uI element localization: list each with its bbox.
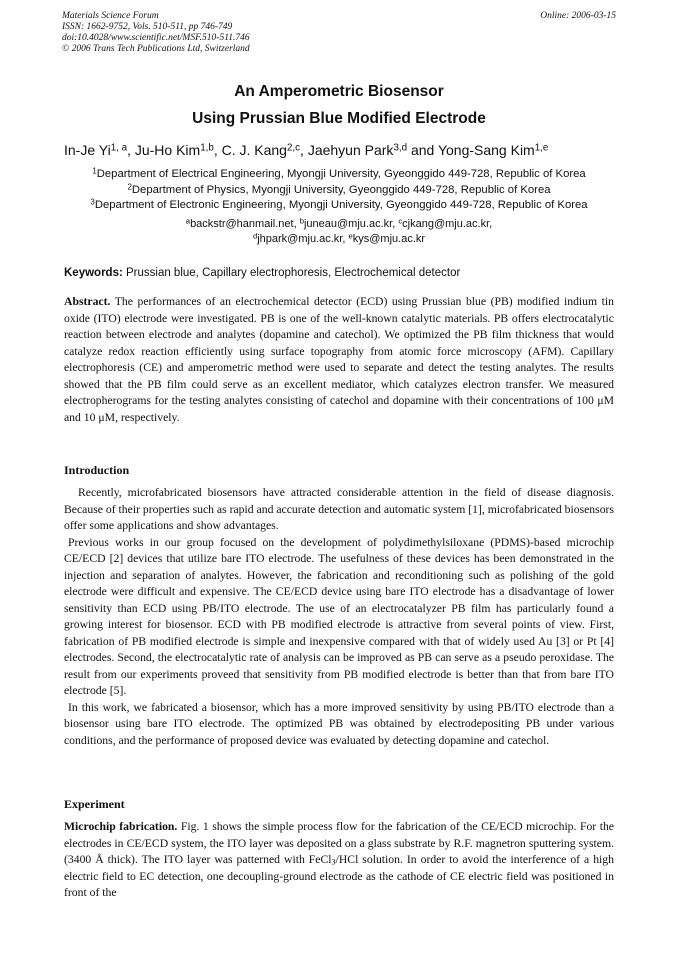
title-line-2: Using Prussian Blue Modified Electrode bbox=[192, 110, 486, 127]
author-affiliation-mark: 3,d bbox=[393, 142, 408, 154]
journal-meta bbox=[62, 11, 250, 55]
author-name: Jaehyun Park bbox=[307, 142, 394, 158]
experiment-paragraph bbox=[64, 819, 614, 902]
intro-paragraph-3: In this work, we fabricated a biosensor, which has a more improved sensitivity by using PB/ITO electrode than a biosensor using bare ITO electrode. The optimized PB was obtained by electrodepositing PB under various conditions, and the performance of proposed device was evaluated by detecting dopamine and catechol. bbox=[64, 700, 614, 747]
affiliation-text: Department of Physics, Myongji University, Gyeonggido 449-728, Republic of Korea bbox=[131, 184, 551, 196]
author-name: In-Je Yi bbox=[64, 142, 111, 158]
abstract bbox=[64, 294, 614, 426]
author-affiliation-mark: 1,b bbox=[200, 142, 214, 154]
affiliation-number: 3 bbox=[90, 197, 95, 207]
abstract-paragraph bbox=[64, 294, 614, 426]
experiment-text-2: /HCl solution. In order to avoid the interference of a high electric field to EC detection, one decoupling-ground electrode as the cathode of CE electric field was positioned in front of the bbox=[64, 853, 614, 899]
experiment-body bbox=[64, 819, 614, 902]
abstract-text: The performances of an electrochemical detector (ECD) using Prussian blue (PB) modified indium tin oxide (ITO) electrode were investigated. PB is one of the well-known catalytic materials. PB offers electrocatalytic reaction between electrode and analytes (dopamine and catechol). We optimized the PB film thickness that would catalyze redox reaction efficiently using surface topography from atomic force microscopy (AFM). Capillary electrophoresis (CE) and amperometric method were used to separate and detect the testing analytes. The results showed that the PB film could serve as an excellent mediator, which catalyzes electron transfer. We measured electropherograms for the testing analytes consisting of catechol and dopamine with their concentrations of 100 μM and 10 μM, respectively. bbox=[64, 295, 614, 424]
email-mark: a bbox=[185, 216, 191, 226]
author bbox=[308, 142, 438, 158]
email-address[interactable]: backstr@hanmail.net bbox=[190, 218, 294, 230]
subscript-3: 3 bbox=[331, 857, 336, 867]
introduction-body bbox=[64, 485, 614, 749]
introduction-heading: Introduction bbox=[64, 463, 130, 477]
online-date: Online: 2006-03-15 bbox=[540, 11, 616, 21]
issn-line: ISSN: 1662-9752, Vols. 510-511, pp 746-749 bbox=[62, 22, 233, 32]
keywords-text: Prussian blue, Capillary electrophoresis, Electrochemical detector bbox=[126, 267, 461, 279]
email-address[interactable]: kys@mju.ac.kr bbox=[352, 233, 426, 245]
affiliation-text: Department of Electronic Engineering, Myongji University, Gyeonggido 449-728, Republic of Korea bbox=[94, 199, 588, 211]
email-address[interactable]: juneau@mju.ac.kr bbox=[303, 218, 393, 230]
email-mark: e bbox=[348, 231, 353, 241]
affiliation-number: 2 bbox=[127, 182, 132, 192]
email-mark: d bbox=[252, 231, 258, 241]
author bbox=[64, 142, 135, 158]
experiment-heading: Experiment bbox=[64, 797, 125, 811]
affiliation-3 bbox=[0, 197, 678, 213]
author-separator: , bbox=[213, 142, 222, 158]
affiliation-1 bbox=[0, 166, 678, 182]
intro-paragraph-1: Recently, microfabricated biosensors have attracted considerable attention in the field of disease diagnosis. Because of their properties such as rapid and accurate detection and automatic system [1], microfabricated biosensors offer some applications and show advantages. bbox=[64, 486, 614, 532]
email-address[interactable]: jhpark@mju.ac.kr bbox=[257, 233, 343, 245]
author bbox=[222, 142, 308, 158]
experiment-text-1: Fig. 1 shows the simple process flow for the fabrication of the CE/ECD microchip. For the electrodes in CE/ECD system, the ITO layer was deposited on a glass substrate by R.F. magnetron sputtering system. (3400 Å thick). The ITO layer was patterned with FeCl bbox=[64, 820, 614, 866]
affiliation-2 bbox=[0, 182, 678, 198]
author-separator: , bbox=[127, 142, 135, 158]
author-name: C. J. Kang bbox=[221, 142, 287, 158]
author-affiliation-mark: 1,e bbox=[534, 142, 549, 154]
author-separator: , bbox=[300, 142, 308, 158]
doi-line: doi:10.4028/www.scientific.net/MSF.510-511.746 bbox=[62, 33, 250, 43]
microchip-fabrication-label: Microchip fabrication. bbox=[64, 820, 178, 833]
title-line-1: An Amperometric Biosensor bbox=[234, 83, 444, 100]
affiliation-number: 1 bbox=[92, 166, 97, 176]
author bbox=[438, 142, 548, 158]
author-name: Yong-Sang Kim bbox=[437, 142, 535, 158]
author bbox=[135, 142, 222, 158]
keywords bbox=[64, 265, 614, 281]
author-separator: and bbox=[407, 142, 438, 158]
author-list bbox=[64, 140, 624, 160]
email-address[interactable]: cjkang@mju.ac.kr bbox=[402, 218, 490, 230]
email-mark: c bbox=[398, 216, 403, 226]
journal-name: Materials Science Forum bbox=[62, 11, 159, 21]
intro-paragraph-2: Previous works in our group focused on the development of polydimethylsiloxane (PDMS)-based microchip CE/ECD [2] devices that utilize bare ITO electrode. The usefulness of these devices has been demonstrated in the injection and separation of analytes. However, the fabrication and reconditioning such as polishing of the gold electrode were difficult and expensive. The CE/ECD device using bare ITO electrode has a disadvantage of lower sensitivity than ECD using PB/ITO electrode. The use of an electrocatalyzer PB film has particularly found a growing interest for biosensor. ECD with PB modified electrode is attractive from several points of view. First, fabrication of PB modified electrode is simple and inexpensive compared with that of widely used Au [3] or Pt [4] electrodes. Second, the electrocatalytic rate of analysis can be improved as PB can serve as a pseudo peroxidase. The result from our experiments proveed that sensitivity from PB modified electrode is better than that from bare ITO electrode [5]. bbox=[64, 535, 614, 697]
abstract-label: Abstract. bbox=[64, 295, 111, 308]
author-name: Ju-Ho Kim bbox=[134, 142, 201, 158]
copyright-line: © 2006 Trans Tech Publications Ltd, Switzerland bbox=[62, 44, 250, 54]
email-line-1: $^a$backstr@hanmail.net, $^b$juneau@mju.ac.kr, $^c$cjkang@mju.ac.kr, bbox=[185, 216, 493, 230]
keywords-label: Keywords: bbox=[64, 267, 123, 279]
email-mark: b bbox=[299, 216, 304, 226]
author-affiliation-mark: 2,c bbox=[286, 142, 301, 154]
email-line-2: $^d$jhpark@mju.ac.kr, $^e$kys@mju.ac.kr bbox=[252, 231, 426, 245]
affiliation-text: Department of Electrical Engineering, Myongji University, Gyeonggido 449-728, Republic of Korea bbox=[96, 168, 586, 180]
author-affiliation-mark: 1, a bbox=[110, 142, 128, 154]
